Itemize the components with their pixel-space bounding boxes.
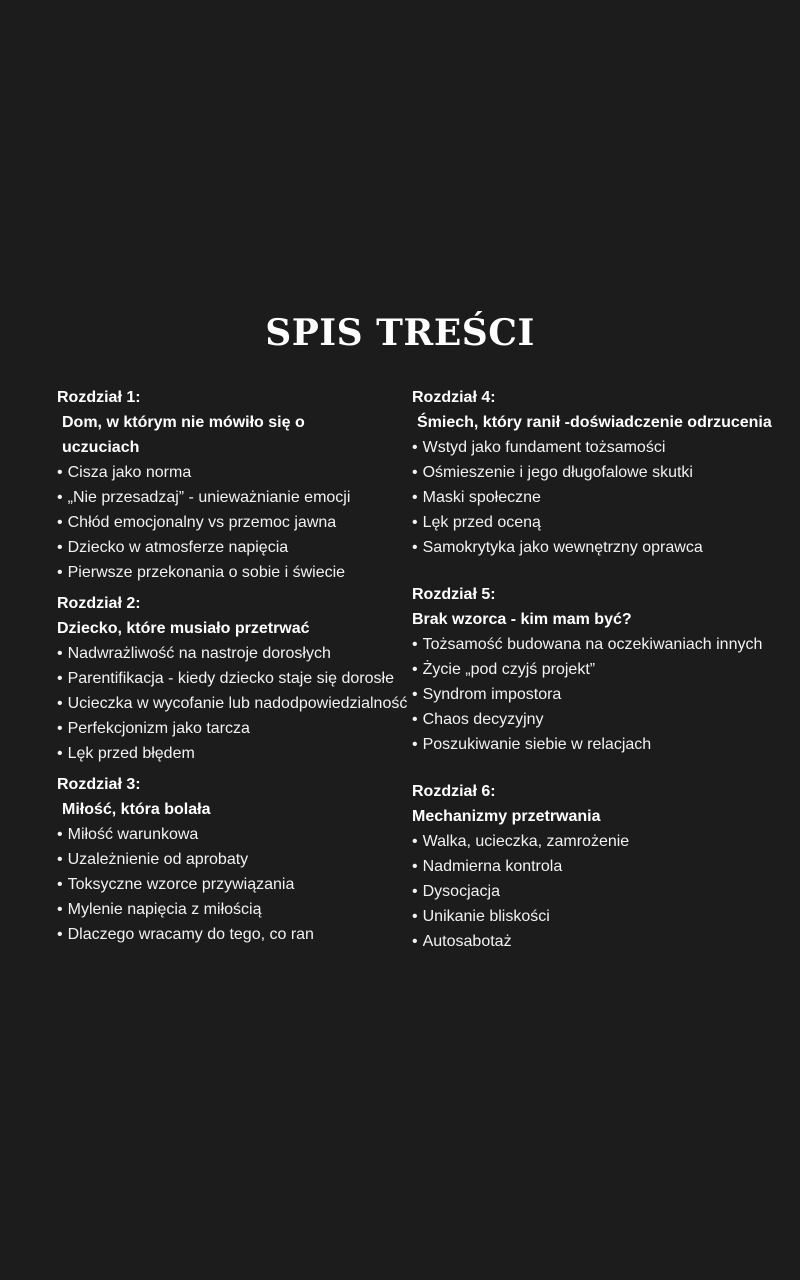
chapter-2	[57, 591, 408, 766]
list-item: • Nadwrażliwość na nastroje dorosłych	[57, 645, 331, 662]
bullet-icon: •	[412, 636, 418, 653]
chapter-4	[412, 385, 800, 560]
list-item: • Samokrytyka jako wewnętrzny oprawca	[412, 539, 703, 556]
bullet-icon: •	[412, 539, 418, 556]
chapter-label: Rozdział 3:	[57, 776, 141, 793]
list-item: • „Nie przesadzaj” - unieważnianie emocji	[57, 489, 351, 506]
chapter-1	[57, 385, 402, 585]
list-item: • Dziecko w atmosferze napięcia	[57, 539, 289, 556]
list-item: • Ośmieszenie i jego długofalowe skutki	[412, 464, 693, 481]
list-item: • Nadmierna kontrola	[412, 858, 563, 875]
list-item: • Walka, ucieczka, zamrożenie	[412, 833, 630, 850]
chapter-subtitle: Dziecko, które musiało przetrwać	[57, 620, 310, 637]
chapter-subtitle: Dom, w którym nie mówiło się o uczuciach	[62, 414, 305, 456]
page-title: SPIS TREŚCI	[265, 312, 535, 354]
bullet-icon: •	[57, 876, 63, 893]
list-item: • Ucieczka w wycofanie lub nadodpowiedzialność	[57, 695, 408, 712]
bullet-icon: •	[412, 464, 418, 481]
bullet-icon: •	[57, 901, 63, 918]
chapter-label: Rozdział 1:	[57, 389, 141, 406]
list-item: • Dlaczego wracamy do tego, co ran	[57, 926, 314, 943]
bullet-icon: •	[412, 933, 418, 950]
toc-column-left	[57, 385, 408, 947]
bullet-icon: •	[412, 908, 418, 925]
chapter-label: Rozdział 6:	[412, 783, 496, 800]
bullet-icon: •	[57, 826, 63, 843]
bullet-icon: •	[57, 489, 63, 506]
bullet-icon: •	[412, 711, 418, 728]
list-item: • Miłość warunkowa	[57, 826, 199, 843]
chapter-label: Rozdział 2:	[57, 595, 141, 612]
toc-column-right	[412, 385, 800, 954]
bullet-icon: •	[412, 883, 418, 900]
list-item: • Chaos decyzyjny	[412, 711, 544, 728]
list-item: • Autosabotaż	[412, 933, 512, 950]
bullet-icon: •	[412, 858, 418, 875]
chapter-6	[412, 779, 800, 954]
bullet-icon: •	[412, 439, 418, 456]
bullet-icon: •	[57, 695, 63, 712]
list-item: • Lęk przed błędem	[57, 745, 195, 762]
bullet-icon: •	[412, 686, 418, 703]
list-item: • Uzależnienie od aprobaty	[57, 851, 249, 868]
bullet-icon: •	[57, 564, 63, 581]
bullet-icon: •	[412, 736, 418, 753]
list-item: • Unikanie bliskości	[412, 908, 550, 925]
list-item: • Mylenie napięcia z miłością	[57, 901, 262, 918]
chapter-subtitle: Mechanizmy przetrwania	[412, 808, 601, 825]
bullet-icon: •	[57, 745, 63, 762]
bullet-icon: •	[412, 661, 418, 678]
list-item: • Pierwsze przekonania o sobie i świecie	[57, 564, 346, 581]
list-item: • Perfekcjonizm jako tarcza	[57, 720, 250, 737]
list-item: • Tożsamość budowana na oczekiwaniach innych	[412, 636, 763, 653]
chapter-5	[412, 582, 800, 757]
bullet-icon: •	[412, 489, 418, 506]
list-item: • Maski społeczne	[412, 489, 541, 506]
bullet-icon: •	[57, 720, 63, 737]
list-item: • Lęk przed oceną	[412, 514, 541, 531]
bullet-icon: •	[57, 514, 63, 531]
list-item: • Chłód emocjonalny vs przemoc jawna	[57, 514, 337, 531]
list-item: • Syndrom impostora	[412, 686, 562, 703]
list-item: • Parentifikacja - kiedy dziecko staje się dorosłe	[57, 670, 394, 687]
bullet-icon: •	[57, 645, 63, 662]
bullet-icon: •	[412, 514, 418, 531]
bullet-icon: •	[57, 851, 63, 868]
list-item: • Toksyczne wzorce przywiązania	[57, 876, 295, 893]
chapter-3	[57, 772, 402, 947]
bullet-icon: •	[412, 833, 418, 850]
chapter-subtitle: Miłość, która bolała	[62, 801, 211, 818]
list-item: • Poszukiwanie siebie w relacjach	[412, 736, 652, 753]
list-item: • Cisza jako norma	[57, 464, 192, 481]
chapter-label: Rozdział 4:	[412, 389, 496, 406]
bullet-icon: •	[57, 670, 63, 687]
chapter-subtitle: Śmiech, który ranił -doświadczenie odrzucenia	[417, 414, 772, 431]
chapter-subtitle: Brak wzorca - kim mam być?	[412, 611, 632, 628]
list-item: • Dysocjacja	[412, 883, 500, 900]
list-item: • Wstyd jako fundament tożsamości	[412, 439, 666, 456]
bullet-icon: •	[57, 464, 63, 481]
list-item: • Życie „pod czyjś projekt”	[412, 661, 596, 678]
bullet-icon: •	[57, 926, 63, 943]
bullet-icon: •	[57, 539, 63, 556]
chapter-label: Rozdział 5:	[412, 586, 496, 603]
